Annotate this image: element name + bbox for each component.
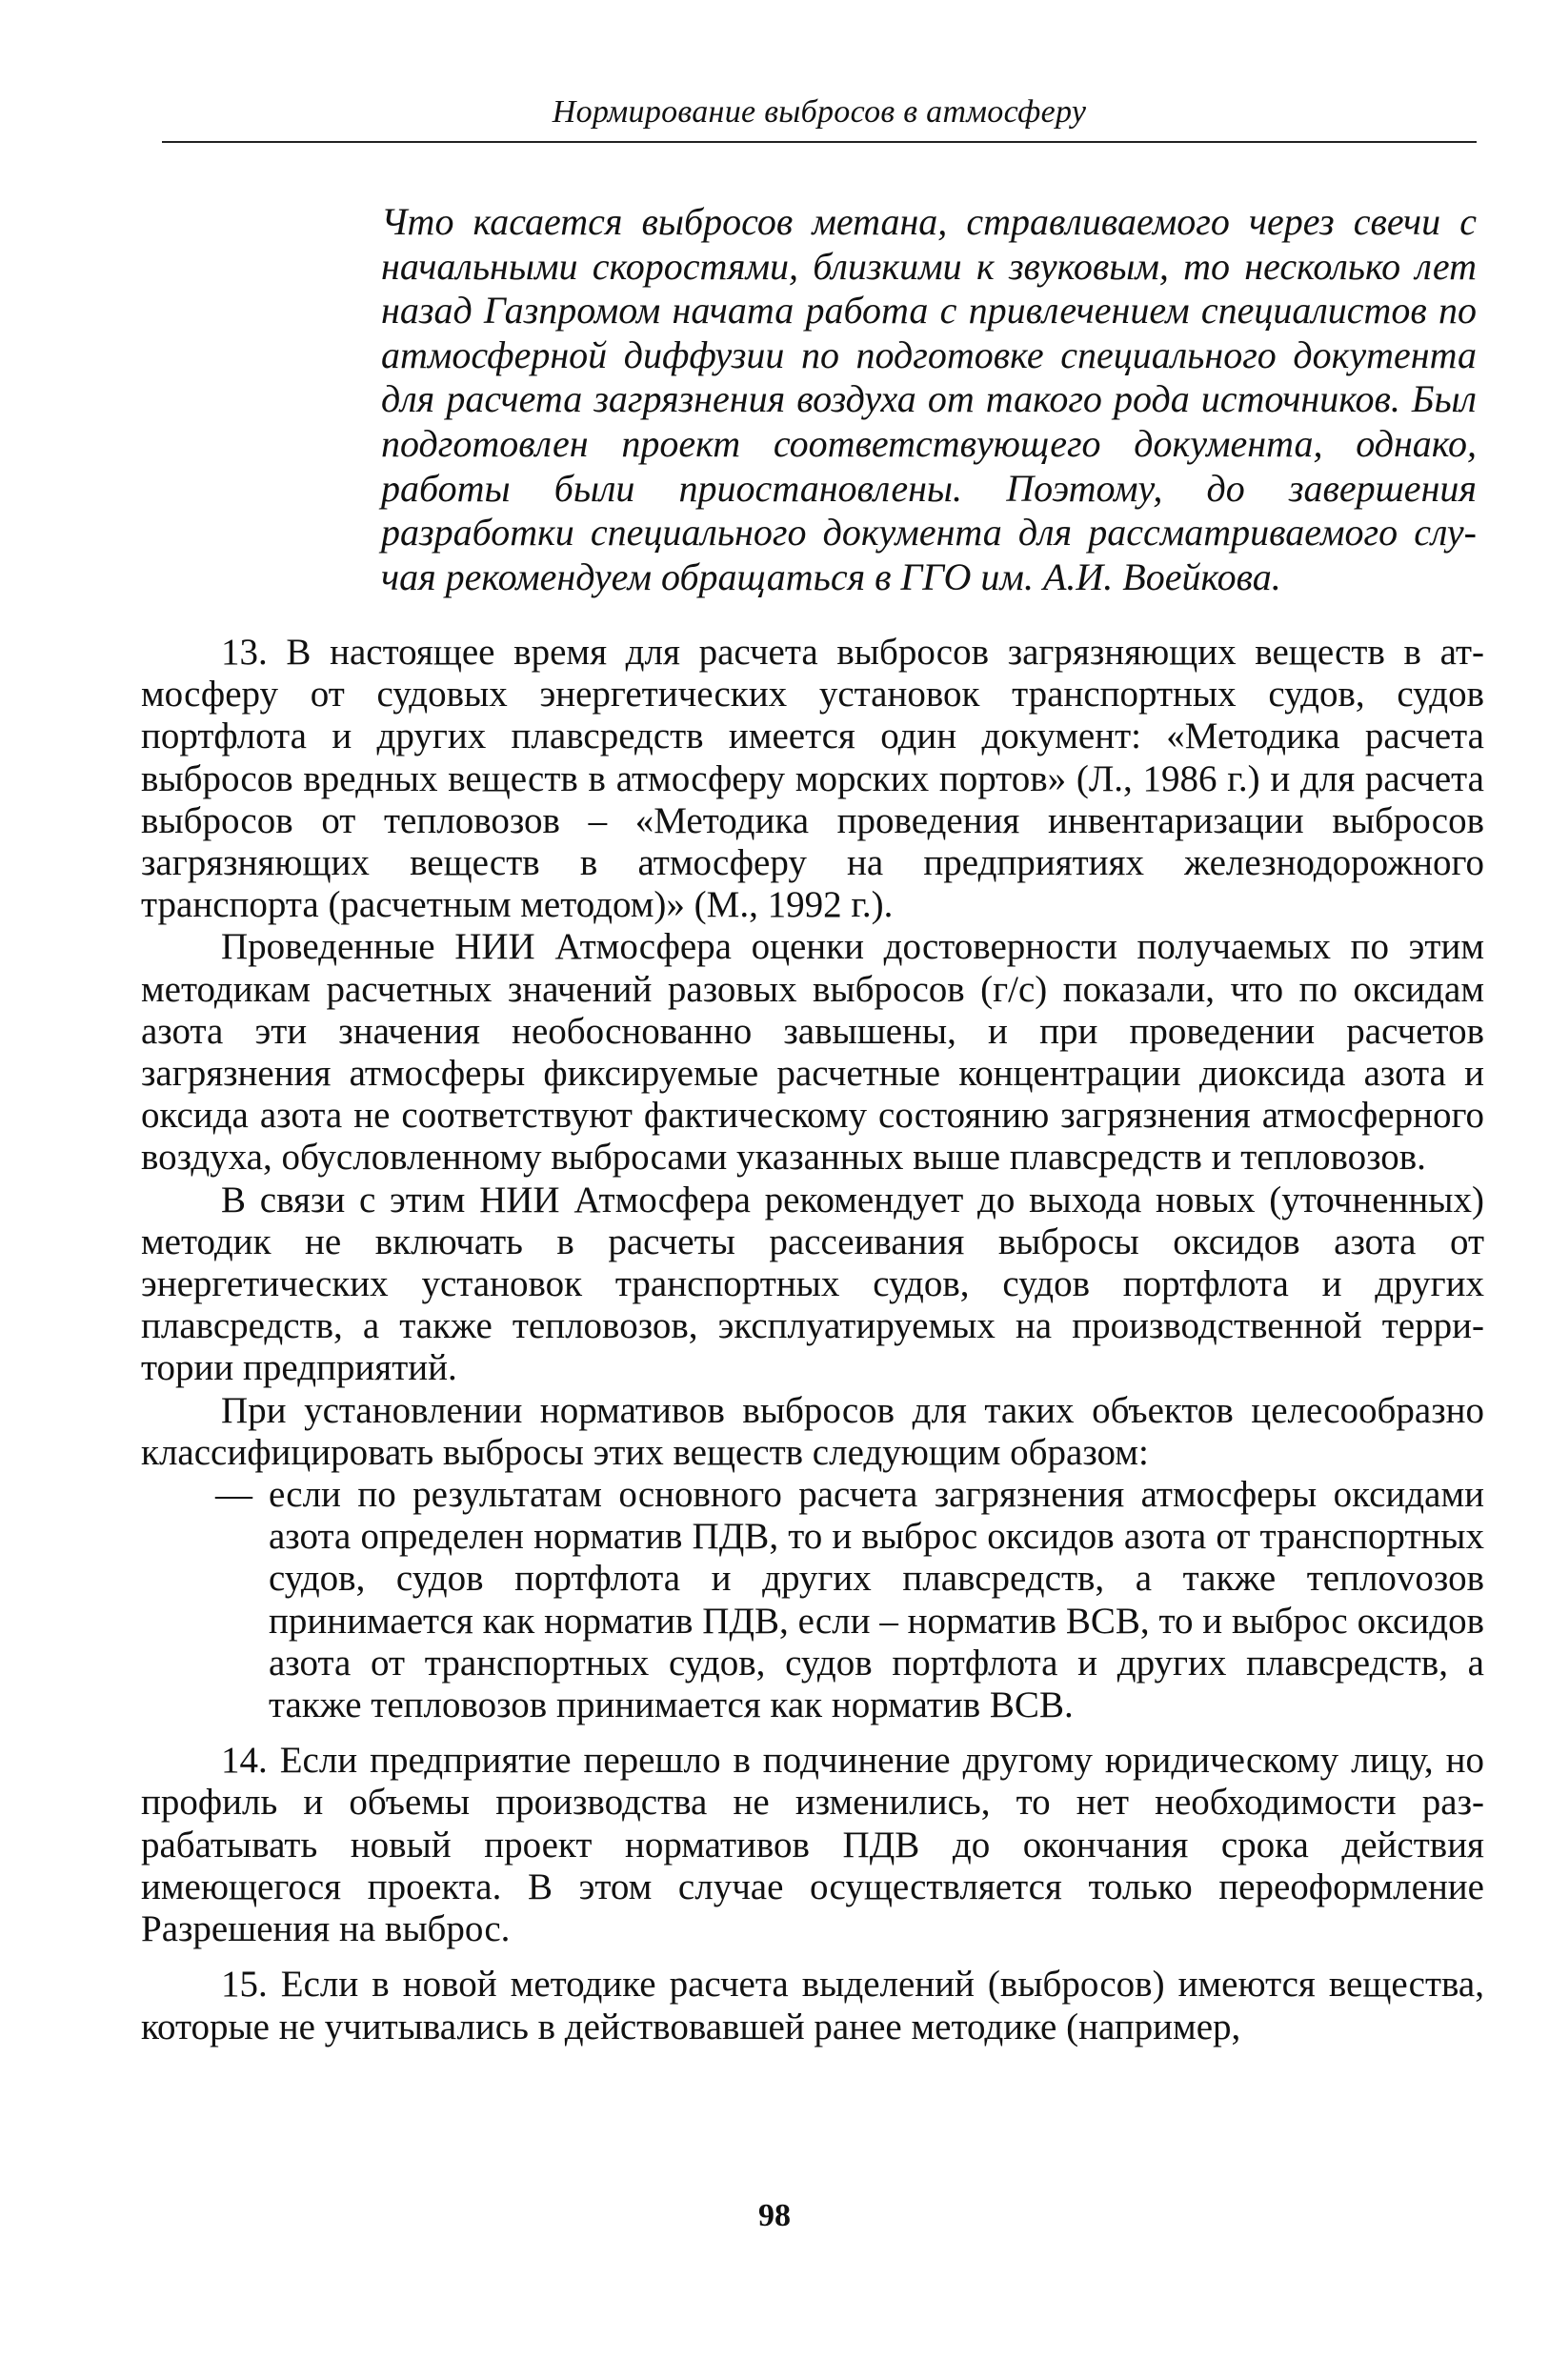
page-number: 98: [758, 2198, 791, 2233]
paragraph-classification: При установлении нормативов выбросов для таких объектов целесообразно классифицировать выбросы этих веществ следующим образом:: [141, 1389, 1484, 1473]
running-header: Нормирование выбросов в атмосферу: [552, 94, 1087, 130]
italic-note: [381, 200, 1477, 599]
paragraph-15: 15. Если в новой методике расчета выделений (выбросов) имеются вещества, которые не учитывались в действовавшей ранее методике (например,: [141, 1964, 1484, 2047]
paragraph-13: 13. В настоящее время для расчета выбросов загрязняющих веществ в атмосферу от судовых энергетических установок транспортных судов, судов портфлота и других плавсредств имеется один документ: «Методика расчета выбросов вредных веществ в атмосферу морских портов» (Л., 1986 г.) и для расчета выбросов от тепловозов – «Методика проведения инвентаризации выбросов загрязняющих веществ в атмосферу на предприятиях железнодорожного транспорта (расчетным методом)» (М., 1992 г.).: [141, 632, 1484, 926]
paragraph-recommendation: В связи с этим НИИ Атмосфера рекомендует до выхода новых (уточненных) методик не включать в расчеты рассеивания выбросы оксидов азота от энергетических установок транспортных судов, судов портфлота и других плавсредств, а также тепловозов, эксплуатируемых на производственной территории предприятий.: [141, 1179, 1484, 1389]
header-rule: [162, 141, 1477, 143]
paragraph-assessment: Проведенные НИИ Атмосфера оценки достоверности получаемых по этим методикам расчетных значений разовых выбросов (г/с) показали, что по оксидам азота эти значения необоснованно завышены, и при проведении расчетов загрязнения атмосферы фиксируемые расчетные концентрации диоксида азота и оксида азота не соответствуют фактическому состоянию загрязнения атмосферного воздуха, обусловленному выбросами указанных выше плавсредств и тепловозов.: [141, 926, 1484, 1179]
list-item-text: если по результатам основного расчета загрязнения атмосферы оксидами азота определен норматив ПДВ, то и выброс оксидов азота от транспортных судов, судов портфлота и других плавсредств, а также теплоvозов принимается как норматив ПДВ, если – норматив ВСВ, то и выброс оксидов азота от транспортных судов, судов портфлота и других плавсредств, а также тепловозов принимается как норматив ВСВ.: [269, 1474, 1484, 1726]
note-paragraph: Что касается выбросов метана, стравливаемого через свечи с начальными скоростями, близкими к звуковым, то несколько лет назад Газпромом начата работа с привлечением специалистов по атмосферной диффузии по подготовке специального докуmента для расчета загрязнения воздуха от такого рода источников. Был подготовлен проект соответствующего документа, однако, работы были приостановлены. Поэтому, до завершения разработки специального документа для рассматриваемого случая рекомендуем обращаться в ГГО им. А.И. Воейкова.: [381, 200, 1477, 598]
main-text: [141, 632, 1484, 2048]
paragraph-14: 14. Если предприятие перешло в подчинение другому юридическому лицу, но профиль и объемы производства не изменились, то нет необходимости разрабатывать новый проект нормативов ПДВ до окончания срока действия имеющегося проекта. В этом случае осуществляется только переоформление Разрешения на выброс.: [141, 1740, 1484, 1950]
dash-bullet: —: [215, 1474, 252, 1516]
list-item: [141, 1474, 1484, 1726]
